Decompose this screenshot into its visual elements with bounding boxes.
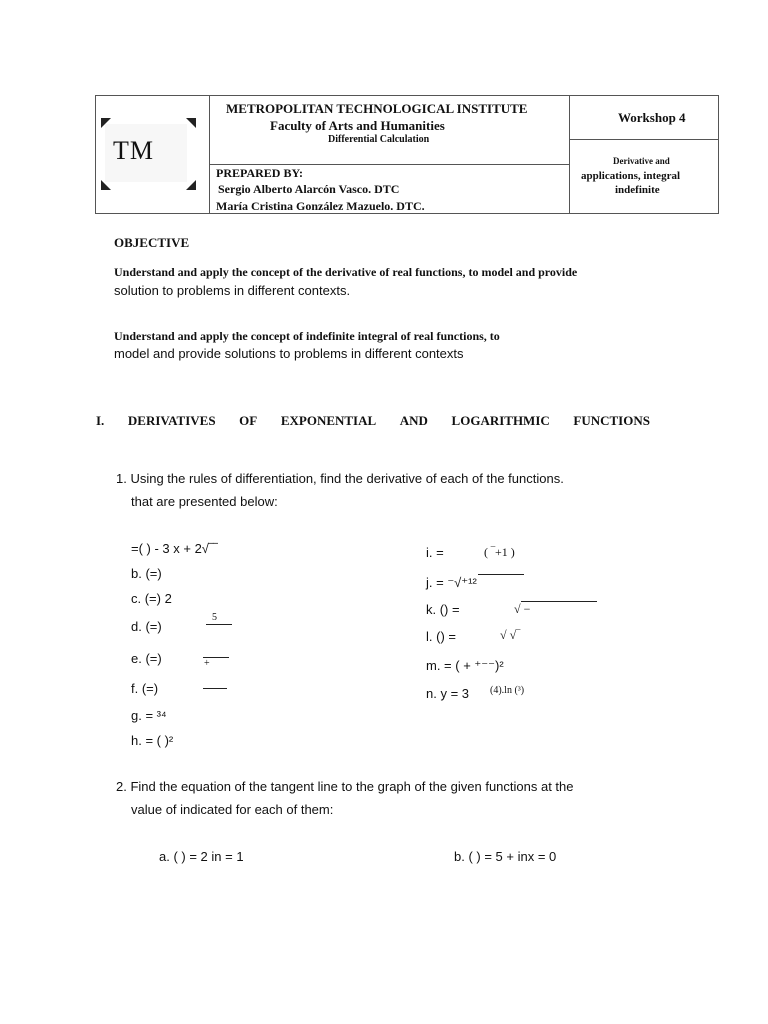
objective-1-bold: Understand and apply the concept of the derivative of real functions, to model and provide bbox=[114, 265, 578, 279]
course-name: Differential Calculation bbox=[328, 134, 430, 145]
workshop-label: Workshop 4 bbox=[618, 110, 686, 125]
logo-text: TM bbox=[113, 136, 154, 165]
q1-item-l-radical: √ √‾ bbox=[500, 628, 521, 642]
topic-line-3: indefinite bbox=[615, 184, 660, 196]
q1-item-i: i. = bbox=[426, 545, 444, 560]
q1-item-k: k. () = bbox=[426, 602, 460, 617]
section-numeral: I. bbox=[96, 413, 105, 428]
fraction-bar bbox=[206, 624, 232, 625]
section-word: DERIVATIVES bbox=[127, 413, 216, 428]
header-table bbox=[95, 95, 719, 214]
q1-item-e: e. (=) bbox=[131, 651, 162, 666]
q1-item-e-denominator: + bbox=[204, 658, 210, 669]
fraction-bar bbox=[203, 688, 227, 689]
institute-logo bbox=[101, 118, 196, 190]
objective-2-rest: model and provide solutions to problems in different contexts bbox=[114, 346, 464, 361]
q1-line-2: that are presented below: bbox=[131, 494, 278, 509]
q1-item-k-radical: √ − bbox=[514, 602, 531, 616]
objective-2-bold: Understand and apply the concept of indefinite integral of real functions, to bbox=[114, 329, 500, 343]
section-1-heading bbox=[96, 413, 650, 429]
q1-item-d: d. (=) bbox=[131, 619, 162, 634]
q2-item-a: a. ( ) = 2 in = 1 bbox=[159, 849, 244, 864]
q1-item-j: j. = ⁻√⁺¹² bbox=[426, 575, 477, 590]
q1-item-c: c. (=) 2 bbox=[131, 591, 172, 606]
q1-item-m: m. = ( + ⁺⁻⁻)² bbox=[426, 658, 504, 673]
faculty-name: Faculty of Arts and Humanities bbox=[270, 118, 445, 133]
institute-name: METROPOLITAN TECHNOLOGICAL INSTITUTE bbox=[226, 101, 528, 116]
q1-item-i-fraction: ( ‾+1 ) bbox=[484, 545, 515, 559]
objective-1-rest: solution to problems in different contexts. bbox=[114, 283, 351, 298]
section-word: AND bbox=[399, 413, 428, 428]
q1-item-a: =( ) - 3 x + 2√‾‾ bbox=[131, 541, 218, 556]
q1-item-n-exponent: (4).ln (³) bbox=[490, 685, 525, 696]
radical-bar bbox=[521, 601, 597, 602]
radical-bar bbox=[478, 574, 524, 575]
q1-item-f: f. (=) bbox=[131, 681, 159, 696]
objective-heading: OBJECTIVE bbox=[114, 235, 190, 250]
q2-item-b: b. ( ) = 5 + inx = 0 bbox=[454, 849, 557, 864]
section-word: FUNCTIONS bbox=[573, 413, 650, 428]
q1-item-g: g. = ³⁴ bbox=[131, 708, 167, 723]
q1-item-h: h. = ( )² bbox=[131, 733, 174, 748]
q2-line-2: value of indicated for each of them: bbox=[131, 802, 334, 817]
topic-line-2: applications, integral bbox=[581, 170, 681, 182]
q1-item-d-numerator: 5 bbox=[212, 612, 217, 623]
author-2: María Cristina González Mazuelo. DTC. bbox=[216, 199, 425, 213]
prepared-by-label: PREPARED BY: bbox=[216, 166, 304, 180]
q2-line-1: 2. Find the equation of the tangent line to the graph of the given functions at the bbox=[116, 779, 574, 794]
q1-item-l: l. () = bbox=[426, 629, 456, 644]
section-word: EXPONENTIAL bbox=[280, 413, 377, 428]
author-1: Sergio Alberto Alarcón Vasco. DTC bbox=[218, 182, 400, 196]
topic-line-1: Derivative and bbox=[613, 156, 670, 166]
q1-item-n: n. y = 3 bbox=[426, 686, 469, 701]
q1-line-1: 1. Using the rules of differentiation, find the derivative of each of the functions. bbox=[116, 471, 564, 486]
q1-item-b: b. (=) bbox=[131, 566, 162, 581]
section-word: OF bbox=[239, 413, 258, 428]
section-word: LOGARITHMIC bbox=[451, 413, 550, 428]
